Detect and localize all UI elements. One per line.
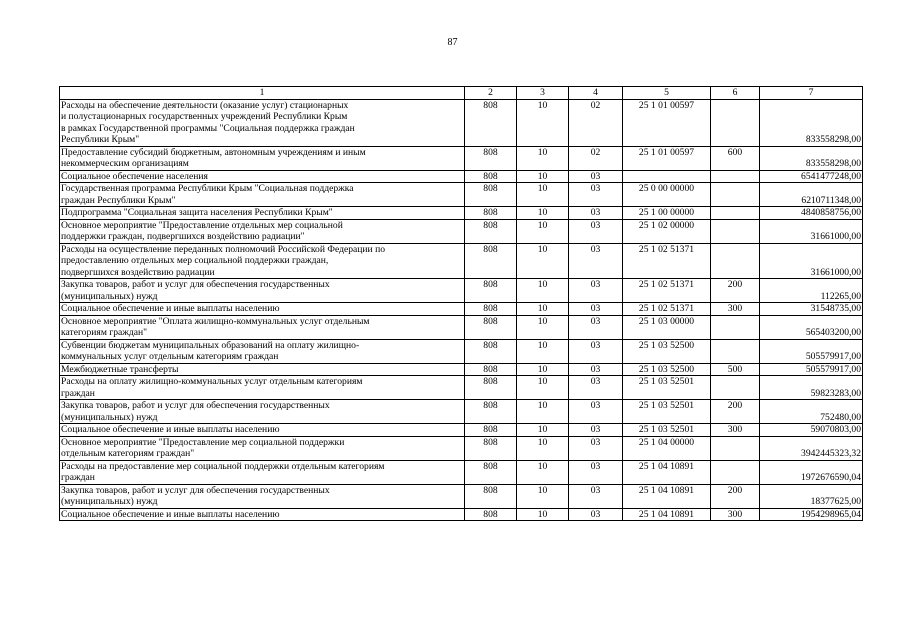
- amount-cell: 752480,00: [760, 400, 863, 424]
- subsection-cell: 03: [569, 484, 623, 508]
- subsection-cell: 03: [569, 424, 623, 437]
- amount-cell: 31548735,00: [760, 303, 863, 316]
- column-header: 2: [465, 87, 517, 100]
- subsection-cell: 03: [569, 339, 623, 363]
- ministry-code-cell: 808: [465, 508, 517, 521]
- target-article-cell: 25 1 02 51371: [623, 303, 711, 316]
- amount-cell: 1972676590,04: [760, 460, 863, 484]
- subsection-cell: 03: [569, 303, 623, 316]
- subsection-cell: 03: [569, 508, 623, 521]
- ministry-code-cell: 808: [465, 363, 517, 376]
- target-article-cell: 25 0 00 00000: [623, 183, 711, 207]
- amount-cell: 59823283,00: [760, 376, 863, 400]
- section-cell: 10: [517, 243, 569, 279]
- table-row: [60, 146, 863, 170]
- column-header: 5: [623, 87, 711, 100]
- amount-cell: 833558298,00: [760, 99, 863, 146]
- target-article-cell: 25 1 03 00000: [623, 315, 711, 339]
- row-name-cell: Основное мероприятие "Оплата жилищно-коммунальных услуг отдельным категориям граждан": [60, 315, 465, 339]
- subsection-cell: 03: [569, 183, 623, 207]
- section-cell: 10: [517, 99, 569, 146]
- table-row: [60, 424, 863, 437]
- row-name-cell: Предоставление субсидий бюджетным, автономным учреждениям и иным некоммерческим организациям: [60, 146, 465, 170]
- ministry-code-cell: 808: [465, 484, 517, 508]
- subsection-cell: 03: [569, 170, 623, 183]
- row-name-cell: Расходы на предоставление мер социальной поддержки отдельным категориям граждан: [60, 460, 465, 484]
- row-name-cell: Социальное обеспечение и иные выплаты населению: [60, 303, 465, 316]
- row-name-cell: Межбюджетные трансферты: [60, 363, 465, 376]
- column-header: 3: [517, 87, 569, 100]
- row-name-cell: Социальное обеспечение и иные выплаты населению: [60, 508, 465, 521]
- row-name-cell: Закупка товаров, работ и услуг для обеспечения государственных (муниципальных) нужд: [60, 400, 465, 424]
- target-article-cell: 25 1 04 10891: [623, 460, 711, 484]
- expense-type-cell: 500: [711, 363, 760, 376]
- ministry-code-cell: 808: [465, 376, 517, 400]
- amount-cell: 505579917,00: [760, 363, 863, 376]
- section-cell: 10: [517, 207, 569, 220]
- target-article-cell: 25 1 02 51371: [623, 243, 711, 279]
- column-header: 7: [760, 87, 863, 100]
- expense-type-cell: [711, 315, 760, 339]
- section-cell: 10: [517, 219, 569, 243]
- target-article-cell: 25 1 03 52501: [623, 376, 711, 400]
- ministry-code-cell: 808: [465, 436, 517, 460]
- table-row: [60, 508, 863, 521]
- amount-cell: 565403200,00: [760, 315, 863, 339]
- ministry-code-cell: 808: [465, 99, 517, 146]
- section-cell: 10: [517, 363, 569, 376]
- expense-type-cell: 200: [711, 400, 760, 424]
- section-cell: 10: [517, 339, 569, 363]
- section-cell: 10: [517, 400, 569, 424]
- target-article-cell: 25 1 02 51371: [623, 279, 711, 303]
- row-name-cell: Расходы на оплату жилищно-коммунальных услуг отдельным категориям граждан: [60, 376, 465, 400]
- section-cell: 10: [517, 460, 569, 484]
- table-row: [60, 243, 863, 279]
- expense-type-cell: 300: [711, 303, 760, 316]
- subsection-cell: 03: [569, 363, 623, 376]
- section-cell: 10: [517, 484, 569, 508]
- target-article-cell: 25 1 04 10891: [623, 508, 711, 521]
- ministry-code-cell: 808: [465, 219, 517, 243]
- amount-cell: 833558298,00: [760, 146, 863, 170]
- table-row: [60, 436, 863, 460]
- section-cell: 10: [517, 279, 569, 303]
- subsection-cell: 03: [569, 400, 623, 424]
- row-name-cell: Государственная программа Республики Крым "Социальная поддержка граждан Республики Крым": [60, 183, 465, 207]
- amount-cell: 6541477248,00: [760, 170, 863, 183]
- section-cell: 10: [517, 303, 569, 316]
- expense-type-cell: [711, 243, 760, 279]
- row-name-cell: Социальное обеспечение населения: [60, 170, 465, 183]
- ministry-code-cell: 808: [465, 243, 517, 279]
- subsection-cell: 03: [569, 315, 623, 339]
- row-name-cell: Основное мероприятие "Предоставление мер социальной поддержки отдельным категориям граждан": [60, 436, 465, 460]
- target-article-cell: 25 1 03 52500: [623, 339, 711, 363]
- target-article-cell: 25 1 01 00597: [623, 99, 711, 146]
- target-article-cell: [623, 170, 711, 183]
- row-name-cell: Социальное обеспечение и иные выплаты населению: [60, 424, 465, 437]
- amount-cell: 59070803,00: [760, 424, 863, 437]
- row-name-cell: Закупка товаров, работ и услуг для обеспечения государственных (муниципальных) нужд: [60, 484, 465, 508]
- expense-type-cell: 300: [711, 424, 760, 437]
- ministry-code-cell: 808: [465, 303, 517, 316]
- section-cell: 10: [517, 315, 569, 339]
- target-article-cell: 25 1 03 52501: [623, 400, 711, 424]
- table-row: [60, 315, 863, 339]
- target-article-cell: 25 1 03 52500: [623, 363, 711, 376]
- expense-type-cell: [711, 219, 760, 243]
- table-row: [60, 170, 863, 183]
- section-cell: 10: [517, 508, 569, 521]
- row-name-cell: Расходы на осуществление переданных полномочий Российской Федерации по предоставлению отдельных мер социальной поддержки граждан, подвергшихся воздействию радиации: [60, 243, 465, 279]
- table-row: [60, 460, 863, 484]
- row-name-cell: Подпрограмма "Социальная защита населения Республики Крым": [60, 207, 465, 220]
- ministry-code-cell: 808: [465, 339, 517, 363]
- table-row: [60, 484, 863, 508]
- expense-type-cell: [711, 99, 760, 146]
- expense-type-cell: [711, 170, 760, 183]
- target-article-cell: 25 1 00 00000: [623, 207, 711, 220]
- column-header: 1: [60, 87, 465, 100]
- target-article-cell: 25 1 03 52501: [623, 424, 711, 437]
- subsection-cell: 03: [569, 279, 623, 303]
- ministry-code-cell: 808: [465, 170, 517, 183]
- subsection-cell: 03: [569, 207, 623, 220]
- subsection-cell: 02: [569, 99, 623, 146]
- expense-type-cell: [711, 207, 760, 220]
- expense-type-cell: [711, 339, 760, 363]
- page-number: 87: [447, 37, 458, 48]
- section-cell: 10: [517, 376, 569, 400]
- subsection-cell: 02: [569, 146, 623, 170]
- expense-type-cell: 300: [711, 508, 760, 521]
- ministry-code-cell: 808: [465, 400, 517, 424]
- ministry-code-cell: 808: [465, 146, 517, 170]
- row-name-cell: Расходы на обеспечение деятельности (оказание услуг) стационарных и полустационарных государственных учреждений Республики Крым в рамках Государственной программы "Социальная поддержка граждан Республики Крым": [60, 99, 465, 146]
- ministry-code-cell: 808: [465, 460, 517, 484]
- expense-type-cell: [711, 376, 760, 400]
- ministry-code-cell: 808: [465, 315, 517, 339]
- ministry-code-cell: 808: [465, 279, 517, 303]
- table-row: [60, 279, 863, 303]
- expense-type-cell: [711, 436, 760, 460]
- target-article-cell: 25 1 04 00000: [623, 436, 711, 460]
- amount-cell: 505579917,00: [760, 339, 863, 363]
- ministry-code-cell: 808: [465, 207, 517, 220]
- amount-cell: 4840858756,00: [760, 207, 863, 220]
- table-row: [60, 376, 863, 400]
- subsection-cell: 03: [569, 436, 623, 460]
- expense-type-cell: 600: [711, 146, 760, 170]
- section-cell: 10: [517, 436, 569, 460]
- table-row: [60, 99, 863, 146]
- row-name-cell: Субвенции бюджетам муниципальных образований на оплату жилищно- коммунальных услуг отдельным категориям граждан: [60, 339, 465, 363]
- expense-type-cell: 200: [711, 484, 760, 508]
- table-row: [60, 363, 863, 376]
- row-name-cell: Основное мероприятие "Предоставление отдельных мер социальной поддержки граждан, подвергшихся воздействию радиации": [60, 219, 465, 243]
- table-row: [60, 339, 863, 363]
- table-row: [60, 400, 863, 424]
- table-row: [60, 303, 863, 316]
- target-article-cell: 25 1 02 00000: [623, 219, 711, 243]
- ministry-code-cell: 808: [465, 183, 517, 207]
- subsection-cell: 03: [569, 460, 623, 484]
- table-row: [60, 219, 863, 243]
- section-cell: 10: [517, 183, 569, 207]
- ministry-code-cell: 808: [465, 424, 517, 437]
- amount-cell: 6210711348,00: [760, 183, 863, 207]
- table-header-row: [60, 87, 863, 100]
- column-header: 6: [711, 87, 760, 100]
- expense-type-cell: [711, 183, 760, 207]
- amount-cell: 31661000,00: [760, 219, 863, 243]
- table-row: [60, 183, 863, 207]
- section-cell: 10: [517, 424, 569, 437]
- expense-type-cell: [711, 460, 760, 484]
- row-name-cell: Закупка товаров, работ и услуг для обеспечения государственных (муниципальных) нужд: [60, 279, 465, 303]
- amount-cell: 18377625,00: [760, 484, 863, 508]
- budget-table: [59, 86, 863, 521]
- amount-cell: 1954298965,04: [760, 508, 863, 521]
- subsection-cell: 03: [569, 243, 623, 279]
- target-article-cell: 25 1 04 10891: [623, 484, 711, 508]
- subsection-cell: 03: [569, 376, 623, 400]
- amount-cell: 112265,00: [760, 279, 863, 303]
- expense-type-cell: 200: [711, 279, 760, 303]
- amount-cell: 3942445323,32: [760, 436, 863, 460]
- section-cell: 10: [517, 146, 569, 170]
- amount-cell: 31661000,00: [760, 243, 863, 279]
- column-header: 4: [569, 87, 623, 100]
- section-cell: 10: [517, 170, 569, 183]
- target-article-cell: 25 1 01 00597: [623, 146, 711, 170]
- table-row: [60, 207, 863, 220]
- subsection-cell: 03: [569, 219, 623, 243]
